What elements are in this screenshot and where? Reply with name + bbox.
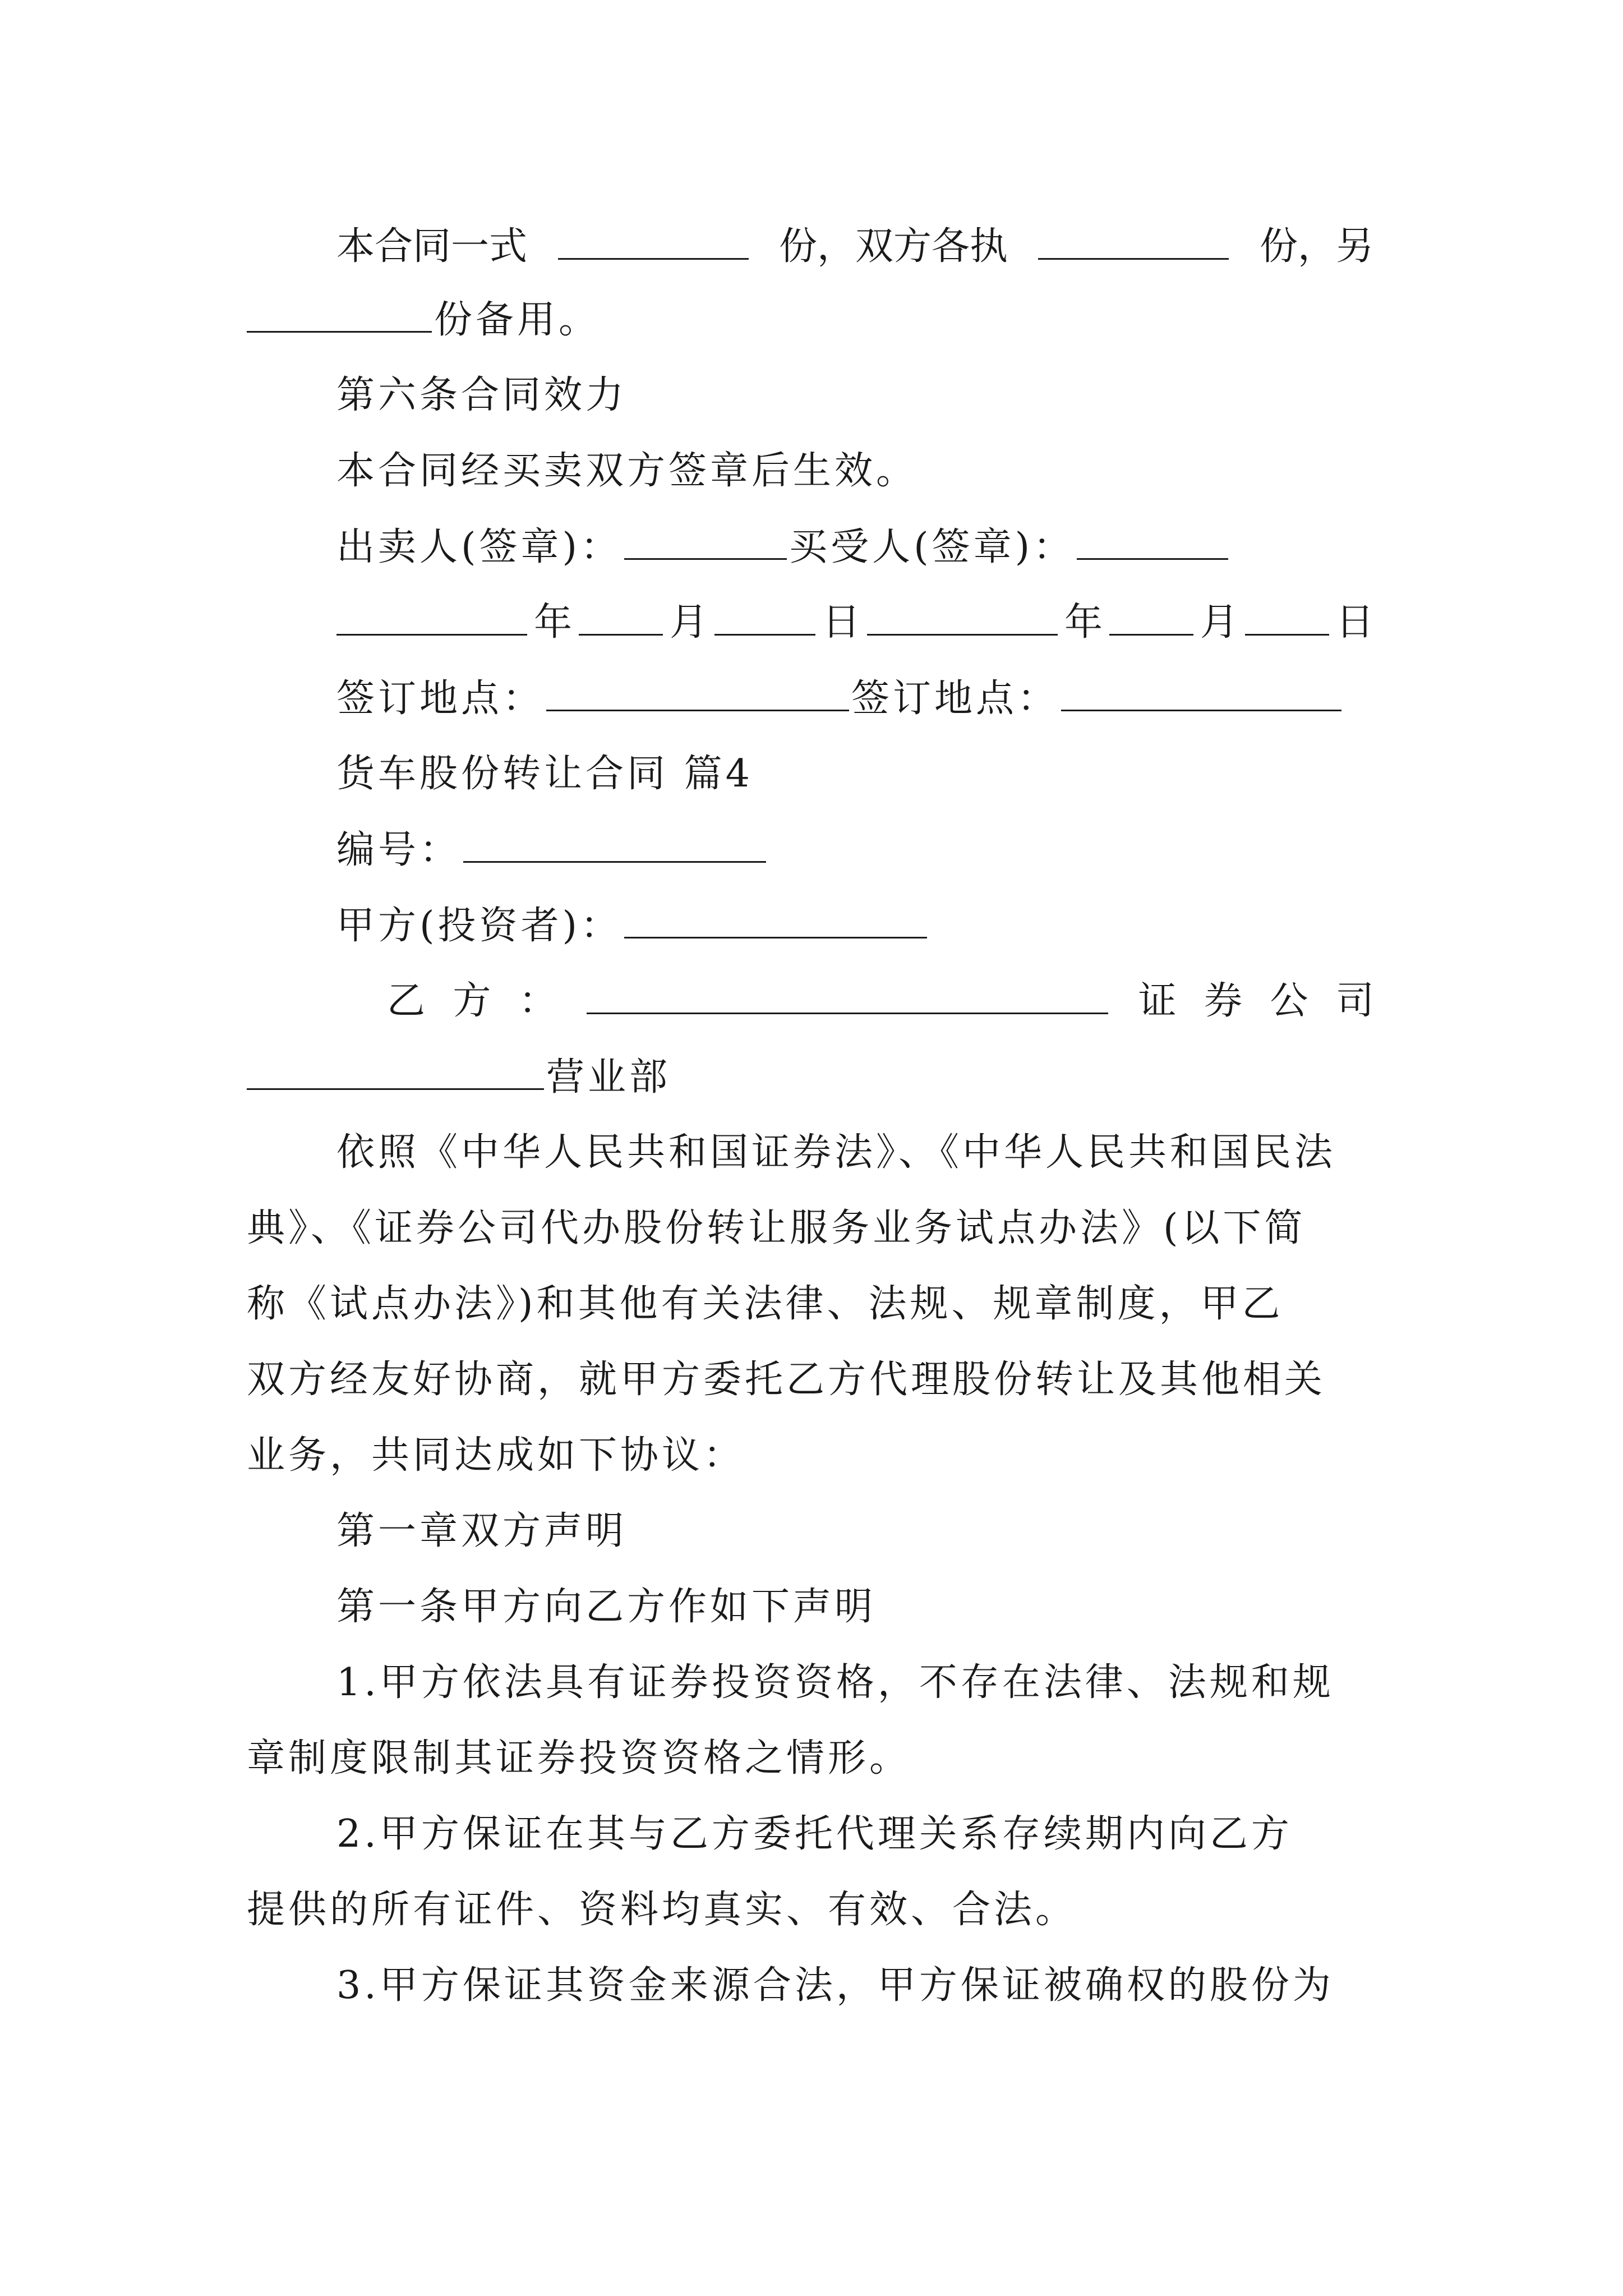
- text: 甲方(投资者)：: [336, 904, 623, 948]
- number-line: [336, 811, 1374, 889]
- blank-field[interactable]: [867, 583, 1058, 636]
- blank-field[interactable]: [624, 508, 787, 560]
- blank-field[interactable]: [247, 280, 432, 333]
- text: 出卖人(签章)：: [336, 525, 623, 569]
- paragraph-line: 称《试点办法》)和其他有关法律、法规、规章制度，甲乙: [247, 1282, 1284, 1326]
- text: 签订地点：: [336, 677, 545, 721]
- text: 日: [1335, 600, 1374, 645]
- text: 证: [1138, 979, 1177, 1023]
- text: 月: [669, 600, 708, 645]
- text: 份备用。: [434, 298, 601, 342]
- blank-field[interactable]: [1109, 583, 1193, 636]
- text: 司: [1335, 979, 1374, 1023]
- text: 签订地点：: [851, 677, 1059, 721]
- blank-field[interactable]: [1061, 659, 1341, 711]
- blank-field[interactable]: [1077, 508, 1228, 560]
- text: 券: [1204, 979, 1243, 1023]
- list-item-line: 1.甲方依法具有证券投资资格，不存在法律、法规和规: [336, 1660, 1334, 1705]
- text: 份，双方各执: [778, 224, 1008, 269]
- text: 营业部: [546, 1055, 671, 1099]
- list-item-line: 提供的所有证件、资料均真实、有效、合法。: [247, 1888, 1077, 1932]
- text: 年: [1064, 600, 1103, 645]
- blank-field[interactable]: [558, 208, 749, 260]
- blank-field[interactable]: [546, 659, 849, 711]
- text: 编号：: [336, 828, 462, 872]
- paragraph: 本合同经买卖双方签章后生效。: [336, 449, 918, 493]
- party-b-line: [387, 962, 1374, 1041]
- list-item-line: 2.甲方保证在其与乙方委托代理关系存续期内向乙方: [336, 1812, 1293, 1856]
- party-a-line: [336, 886, 1374, 965]
- paragraph-line: 业务，共同达成如下协议：: [247, 1433, 745, 1478]
- copies-line-cont: [247, 280, 1374, 359]
- text: 年: [533, 600, 572, 645]
- blank-field[interactable]: [1245, 583, 1329, 636]
- blank-field[interactable]: [247, 1038, 544, 1090]
- text: 份，另: [1259, 224, 1374, 269]
- text: 月: [1200, 600, 1238, 645]
- text: 乙: [387, 979, 426, 1023]
- place-line: [336, 659, 1374, 738]
- date-line: [336, 583, 1374, 662]
- blank-field[interactable]: [463, 811, 766, 863]
- blank-field[interactable]: [714, 583, 815, 636]
- blank-field[interactable]: [1038, 208, 1229, 260]
- article-heading: 第一条甲方向乙方作如下声明: [336, 1585, 877, 1629]
- text: ：: [518, 979, 557, 1023]
- blank-field[interactable]: [336, 583, 527, 636]
- text: 方: [453, 979, 491, 1023]
- contract-title: 货车股份转让合同 篇4: [336, 752, 753, 796]
- copies-line: [336, 208, 1374, 286]
- chapter-heading: 第一章双方声明: [336, 1509, 628, 1553]
- text: 公: [1270, 979, 1308, 1023]
- paragraph-line: 双方经友好协商，就甲方委托乙方代理股份转让及其他相关: [247, 1358, 1326, 1402]
- signature-line: [336, 508, 1374, 586]
- text: 买受人(签章)：: [789, 525, 1075, 569]
- text: 日: [822, 600, 860, 645]
- paragraph-line: 依照《中华人民共和国证券法》、《中华人民共和国民法: [336, 1130, 1336, 1175]
- blank-field[interactable]: [624, 886, 927, 938]
- party-b-line-cont: [247, 1038, 1374, 1116]
- paragraph-line: 典》、《证券公司代办股份转让服务业务试点办法》(以下简: [247, 1206, 1306, 1250]
- list-item-line: 章制度限制其证券投资资格之情形。: [247, 1736, 911, 1780]
- text: 本合同一式: [336, 224, 528, 269]
- article-heading: 第六条合同效力: [336, 373, 628, 417]
- blank-field[interactable]: [587, 962, 1108, 1014]
- blank-field[interactable]: [579, 583, 663, 636]
- list-item-line: 3.甲方保证其资金来源合法，甲方保证被确权的股份为: [336, 1963, 1334, 2008]
